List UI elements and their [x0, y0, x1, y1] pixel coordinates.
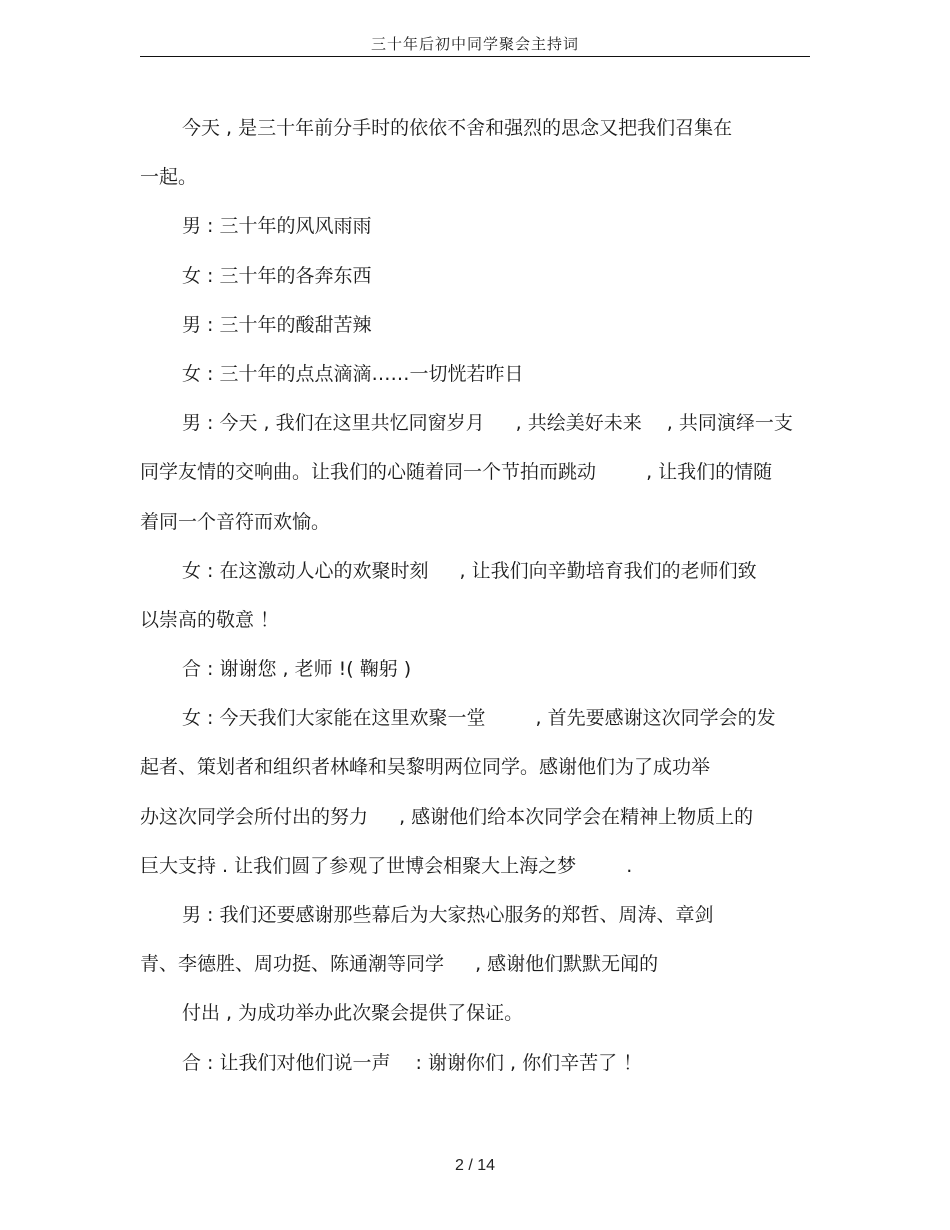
header-rule [140, 56, 810, 57]
text-line: 着同一个音符而欢愉。 [140, 510, 331, 533]
text-line: 合 : 谢谢您 , 老师 !( 鞠躬 ) [182, 658, 412, 681]
text-line: 起者、策划者和组织者林峰和吴黎明两位同学。感谢他们为了成功举 [140, 756, 711, 779]
text-line: 以崇高的敬意 ！ [140, 608, 280, 631]
text-line: 办这次同学会所付出的努力 , 感谢他们给本次同学会在精神上物质上的 [140, 805, 754, 828]
text-line: 女 : 今天我们大家能在这里欢聚一堂 , 首先要感谢这次同学会的发 [182, 707, 776, 730]
text-line: 男 : 我们还要感谢那些幕后为大家热心服务的郑哲、周涛、章剑 [182, 904, 714, 926]
running-header-title: 三十年后初中同学聚会主持词 [370, 35, 579, 53]
text-line: 同学友情的交响曲。让我们的心随着同一个节拍而跳动 , 让我们的情随 [140, 461, 773, 484]
text-line: 女 : 三十年的点点滴滴……一切恍若昨日 [182, 362, 524, 385]
text-line: 女 : 三十年的各奔东西 [182, 264, 372, 287]
text-line: 男 : 三十年的风风雨雨 [182, 215, 372, 238]
body-text [140, 106, 820, 1090]
text-line: 今天 , 是三十年前分手时的依依不舍和强烈的思念又把我们召集在 [182, 117, 733, 139]
page-number: 2 / 14 [454, 1157, 496, 1174]
text-line: 男 : 今天 , 我们在这里共忆同窗岁月 , 共绘美好未来 , 共同演绎一支 [182, 412, 793, 435]
text-line: 付出 , 为成功举办此次聚会提供了保证。 [182, 1002, 524, 1025]
text-line: 合 : 让我们对他们说一声 : 谢谢你们 , 你们辛苦了 ！ [182, 1051, 643, 1074]
text-line: 男 : 三十年的酸甜苦辣 [182, 313, 372, 336]
text-line: 青、李德胜、周功挺、陈通潮等同学 , 感谢他们默默无闻的 [140, 953, 659, 976]
text-line: 女 : 在这激动人心的欢聚时刻 , 让我们向辛勤培育我们的老师们致 [182, 559, 757, 582]
text-line: 一起。 [140, 166, 198, 189]
text-line: 巨大支持 . 让我们圆了参观了世博会相聚大上海之梦 . [140, 854, 633, 877]
